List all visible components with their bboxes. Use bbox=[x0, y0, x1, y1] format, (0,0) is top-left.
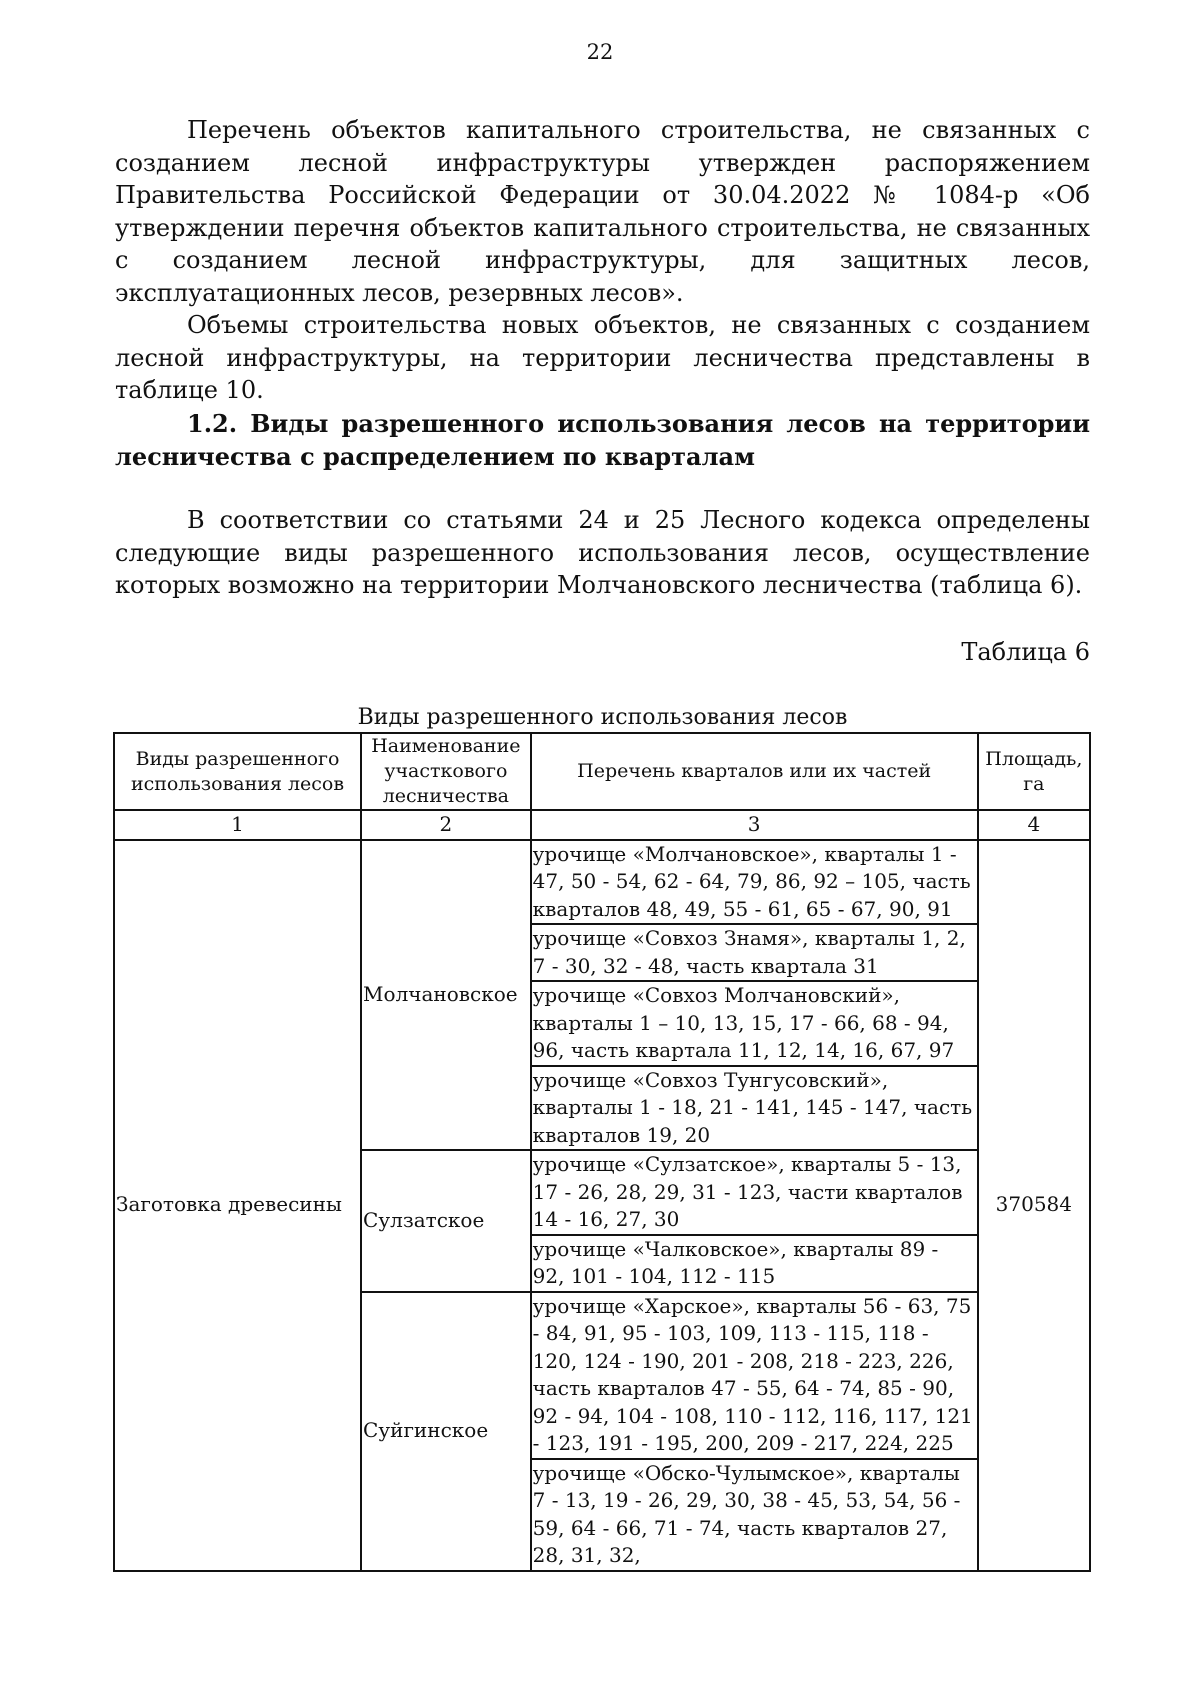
table-header-row bbox=[114, 733, 1090, 810]
table-row bbox=[114, 840, 1090, 925]
page-number: 22 bbox=[586, 40, 614, 64]
paragraph-perechen: Перечень объектов капитального строительства, не связанных с созданием лесной инфраструктуры утвержден распоряжением Правительства Российской Федерации от 30.04.2022 № 1084-р «Об утверждении перечня объектов капитального строительства, не связанных с созданием лесной инфраструктуры, для защитных лесов, эксплуатационных лесов, резервных лесов». bbox=[115, 116, 1090, 307]
header-use-type: Виды разрешенного использования лесов bbox=[114, 733, 361, 810]
quarters-cell: урочище «Сулзатское», кварталы 5 - 13, 17 - 26, 28, 29, 31 - 123, части кварталов 14 - 16, 27, 30 bbox=[531, 1150, 978, 1235]
quarters-cell: урочище «Совхоз Знамя», кварталы 1, 2, 7 - 30, 32 - 48, часть квартала 31 bbox=[531, 924, 978, 981]
forest-use-table bbox=[113, 732, 1091, 1572]
column-number: 1 bbox=[114, 810, 361, 840]
section-heading: 1.2. Виды разрешенного использования лесов на территории лесничества с распределением по кварталам bbox=[115, 409, 1090, 471]
table-caption: Виды разрешенного использования лесов bbox=[357, 705, 848, 730]
quarters-cell: урочище «Совхоз Молчановский», кварталы 1 – 10, 13, 15, 17 - 66, 68 - 94, 96, часть квартала 11, 12, 14, 16, 67, 97 bbox=[531, 981, 978, 1066]
paragraph-obemy: Объемы строительства новых объектов, не связанных с созданием лесной инфраструктуры, на территории лесничества представлены в таблице 10. bbox=[115, 311, 1090, 404]
district-cell-suyginskoe: Суйгинское bbox=[361, 1292, 531, 1571]
paragraph-block-vidy bbox=[115, 504, 1090, 602]
column-number: 3 bbox=[531, 810, 978, 840]
quarters-cell: урочище «Чалковское», кварталы 89 - 92, 101 - 104, 112 - 115 bbox=[531, 1235, 978, 1292]
quarters-cell: урочище «Совхоз Тунгусовский», кварталы 1 - 18, 21 - 141, 145 - 147, часть кварталов 19, 20 bbox=[531, 1066, 978, 1151]
table-label: Таблица 6 bbox=[961, 638, 1090, 666]
intro-text bbox=[115, 114, 1090, 407]
column-number: 2 bbox=[361, 810, 531, 840]
area-cell: 370584 bbox=[978, 840, 1090, 1571]
column-number-row bbox=[114, 810, 1090, 840]
paragraph-v-sootvetstvii: В соответствии со статьями 24 и 25 Лесного кодекса определены следующие виды разрешенного использования лесов, осуществление которых возможно на территории Молчановского лесничества (таблица 6). bbox=[115, 506, 1090, 599]
quarters-cell: урочище «Обско-Чулымское», кварталы 7 - 13, 19 - 26, 29, 30, 38 - 45, 53, 54, 56 - 59, 64 - 66, 71 - 74, часть кварталов 27, 28, 31, 32, bbox=[531, 1459, 978, 1571]
use-type-cell: Заготовка древесины bbox=[114, 840, 361, 1571]
quarters-cell: урочище «Харское», кварталы 56 - 63, 75 - 84, 91, 95 - 103, 109, 113 - 115, 118 - 120, 124 - 190, 201 - 208, 218 - 223, 226, часть кварталов 47 - 55, 64 - 74, 85 - 90, 92 - 94, 104 - 108, 110 - 112, 116, 117, 121 - 123, 191 - 195, 200, 209 - 217, 224, 225 bbox=[531, 1292, 978, 1459]
district-cell-sulzatskoe: Сулзатское bbox=[361, 1150, 531, 1292]
quarters-cell: урочище «Молчановское», кварталы 1 - 47, 50 - 54, 62 - 64, 79, 86, 92 – 105, часть кварталов 48, 49, 55 - 61, 65 - 67, 90, 91 bbox=[531, 840, 978, 925]
header-area: Площадь, га bbox=[978, 733, 1090, 810]
header-quarters: Перечень кварталов или их частей bbox=[531, 733, 978, 810]
district-cell-molchanovskoe: Молчановское bbox=[361, 840, 531, 1151]
column-number: 4 bbox=[978, 810, 1090, 840]
header-district: Наименование участкового лесничества bbox=[361, 733, 531, 810]
